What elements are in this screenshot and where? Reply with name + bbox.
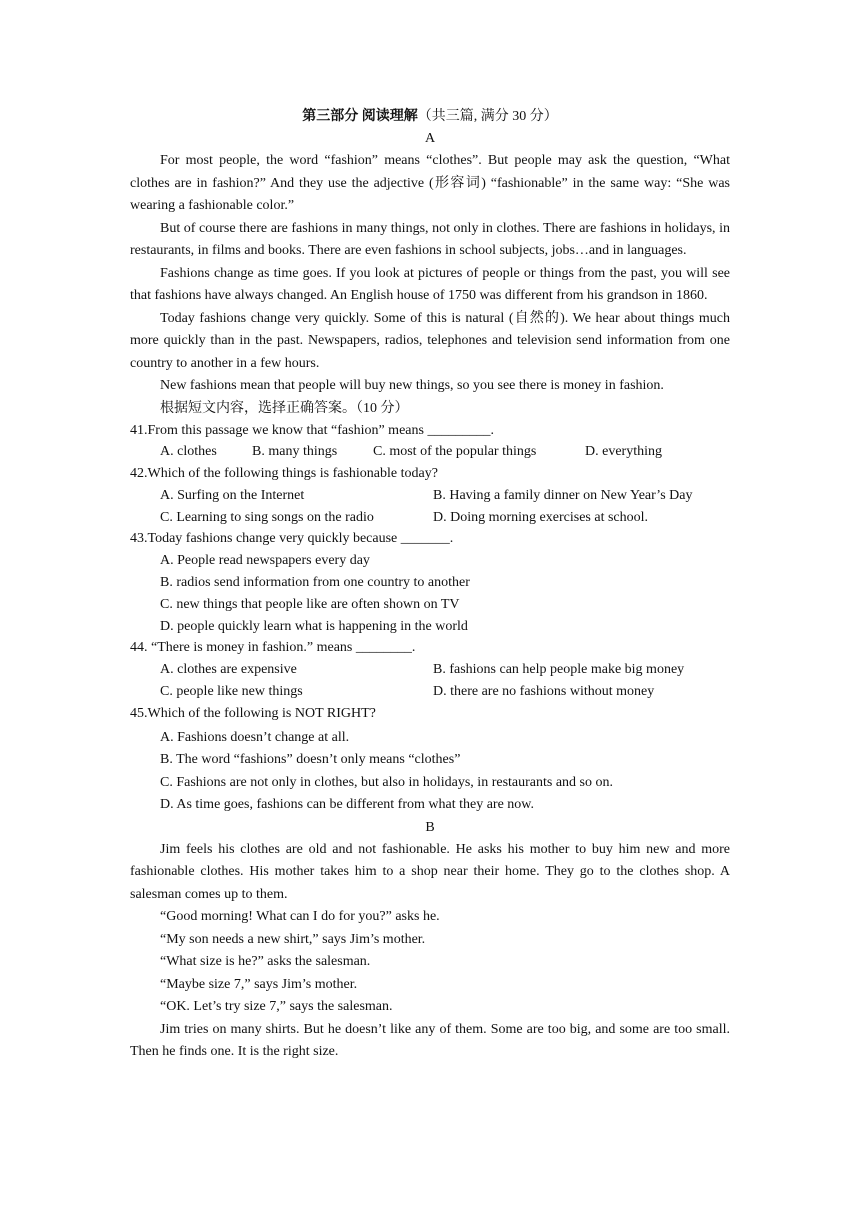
option-41-d[interactable]: D. everything xyxy=(585,444,662,460)
option-45-d[interactable]: D. As time goes, fashions can be different from what they are now. xyxy=(160,797,535,813)
section-title-bold: 第三部分 阅读理解 xyxy=(302,109,418,124)
question-44-options-row1 xyxy=(130,659,730,681)
option-45-c[interactable]: C. Fashions are not only in clothes, but also in holidays, in restaurants and so on. xyxy=(160,774,614,790)
passage-a-paragraph: Fashions change as time goes. If you look at pictures of people or things from the past, you will see that fashions have always changed. An English house of 1750 was different from his grandson in 1860. xyxy=(130,265,730,303)
option-44-b[interactable]: B. fashions can help people make big money xyxy=(433,662,685,678)
option-43-c[interactable]: C. new things that people like are often shown on TV xyxy=(160,596,460,612)
question-42-options-row2 xyxy=(130,507,730,529)
passage-a-heading: A xyxy=(424,131,436,146)
passage-b-dialogue-line: “Maybe size 7,” says Jim’s mother. xyxy=(160,976,358,992)
passage-a xyxy=(130,150,730,398)
option-41-a[interactable]: A. clothes xyxy=(160,444,217,460)
document-page xyxy=(130,100,730,1064)
passage-a-paragraph: For most people, the word “fashion” means “clothes”. But people may ask the question, “What clothes are in fashion?” And they use the adjective (形容词) “fashionable” in the same way: “She was wearing a fashionable color.” xyxy=(130,153,730,213)
option-41-c[interactable]: C. most of the popular things xyxy=(373,444,537,460)
option-43-b[interactable]: B. radios send information from one country to another xyxy=(160,575,470,591)
option-42-c[interactable]: C. Learning to sing songs on the radio xyxy=(160,509,374,525)
option-42-b[interactable]: B. Having a family dinner on New Year’s Day xyxy=(433,487,693,503)
question-41: 41.From this passage we know that “fashion” means _________. xyxy=(130,422,494,438)
question-42: 42.Which of the following things is fashionable today? xyxy=(130,466,438,482)
passage-a-paragraph: But of course there are fashions in many things, not only in clothes. There are fashions in holidays, in restaurants, in films and books. There are even fashions in school subjects, jobs…and in languages. xyxy=(130,220,730,258)
question-44: 44. “There is money in fashion.” means ________. xyxy=(130,640,416,656)
option-42-d[interactable]: D. Doing morning exercises at school. xyxy=(433,509,649,525)
passage-a-paragraph: Today fashions change very quickly. Some of this is natural (自然的). We hear about things much more quickly than in the past. Newspapers, radios, telephones and television send information from one country to another in a few hours. xyxy=(130,310,730,371)
option-44-c[interactable]: C. people like new things xyxy=(160,684,303,700)
option-42-a[interactable]: A. Surfing on the Internet xyxy=(160,487,305,503)
instruction: 根据短文内容，选择正确答案。（10 分） xyxy=(160,400,409,416)
passage-b-paragraph: Jim feels his clothes are old and not fashionable. He asks his mother to buy him new and more fashionable clothes. His mother takes him to a shop near their home. They go to the clothes shop. A salesman comes up to them. xyxy=(130,841,730,902)
question-41-options xyxy=(130,441,730,463)
option-45-a[interactable]: A. Fashions doesn’t change at all. xyxy=(160,729,350,745)
question-42-options-row1 xyxy=(130,485,730,507)
passage-b-dialogue-line: “My son needs a new shirt,” says Jim’s mother. xyxy=(160,931,426,947)
passage-b xyxy=(130,839,730,1064)
passage-b-dialogue-line: “OK. Let’s try size 7,” says the salesman. xyxy=(160,999,393,1015)
passage-a-paragraph: New fashions mean that people will buy new things, so you see there is money in fashion. xyxy=(160,378,664,393)
option-41-b[interactable]: B. many things xyxy=(252,444,338,460)
passage-b-dialogue-line: “Good morning! What can I do for you?” asks he. xyxy=(160,909,440,925)
section-title xyxy=(130,106,730,128)
question-45: 45.Which of the following is NOT RIGHT? xyxy=(130,705,376,721)
section-title-note: （共三篇, 满分 30 分） xyxy=(417,109,558,124)
option-43-a[interactable]: A. People read newspapers every day xyxy=(160,553,370,569)
option-44-d[interactable]: D. there are no fashions without money xyxy=(433,684,655,700)
option-43-d[interactable]: D. people quickly learn what is happening in the world xyxy=(160,618,468,634)
question-43: 43.Today fashions change very quickly because _______. xyxy=(130,531,454,547)
option-44-a[interactable]: A. clothes are expensive xyxy=(160,662,297,678)
passage-b-heading: B xyxy=(425,819,435,835)
passage-b-paragraph: Jim tries on many shirts. But he doesn’t like any of them. Some are too big, and some are too small. Then he finds one. It is the right size. xyxy=(130,1021,730,1060)
passage-b-dialogue-line: “What size is he?” asks the salesman. xyxy=(160,954,371,970)
question-44-options-row2 xyxy=(130,681,730,703)
option-45-b[interactable]: B. The word “fashions” doesn’t only means “clothes” xyxy=(160,752,461,768)
